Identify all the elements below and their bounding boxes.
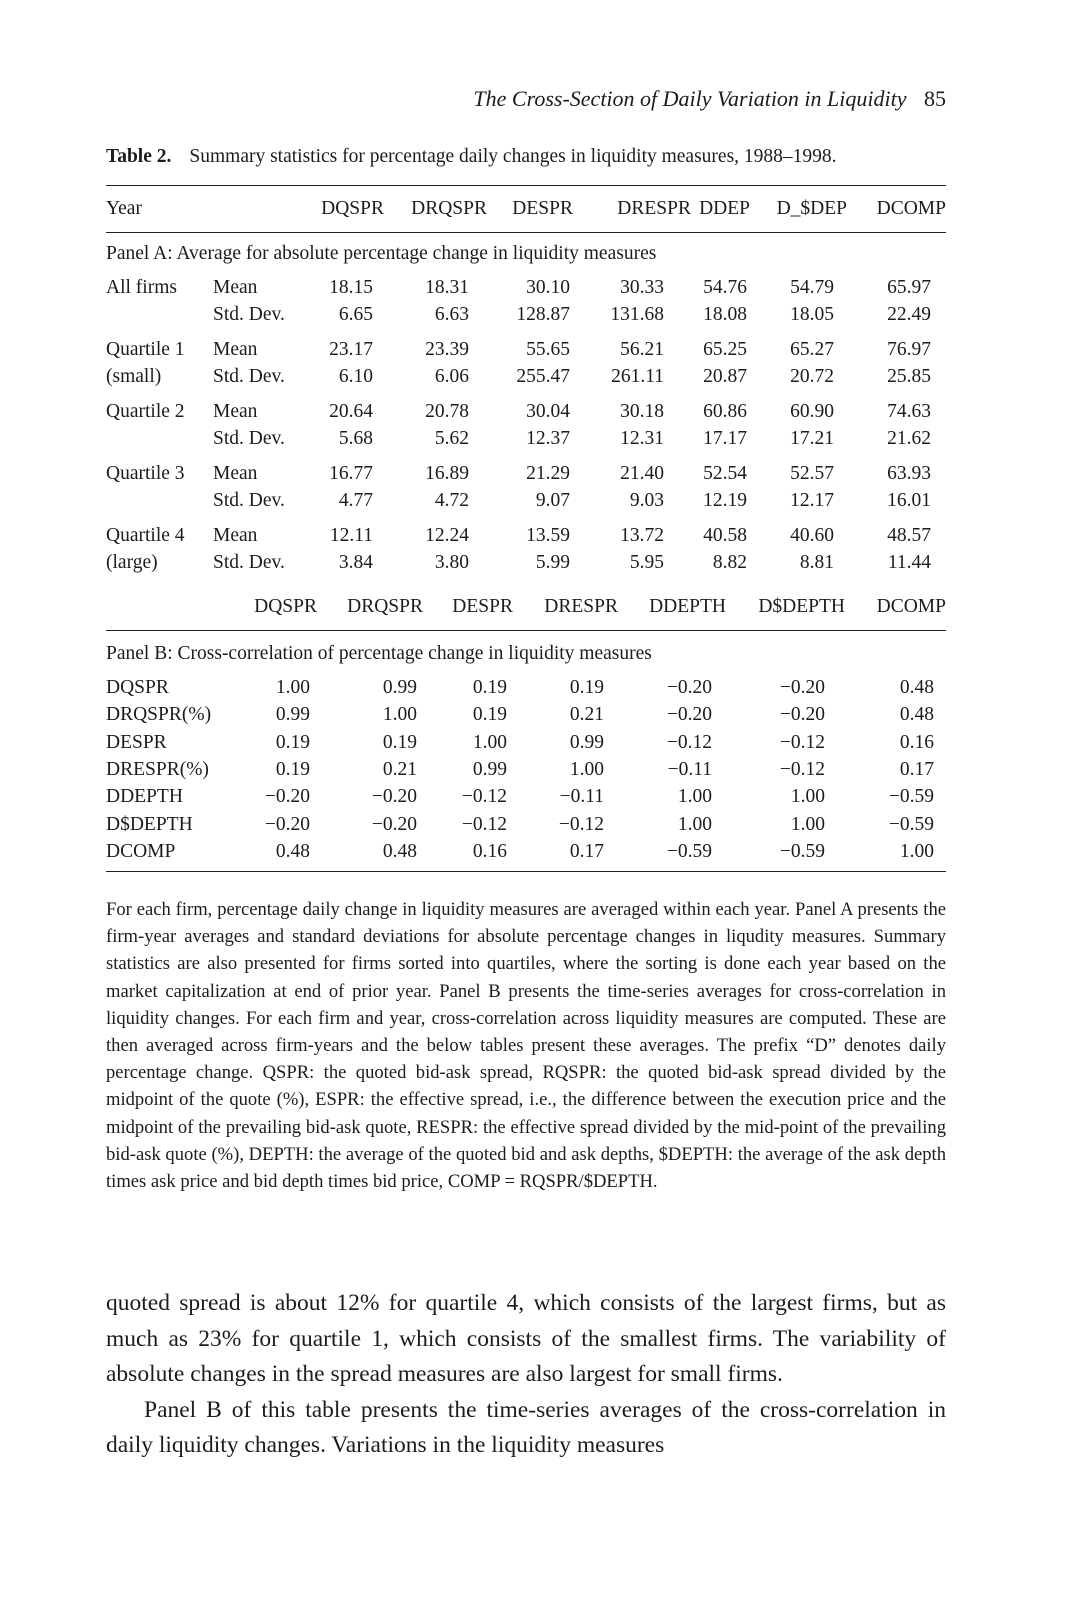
panel-a-col-header: DQSPR <box>321 198 384 219</box>
table-cell: 1.00 <box>569 758 604 780</box>
table-label: Table 2. <box>106 146 172 167</box>
table-cell: −0.12 <box>779 758 825 780</box>
table-cell: 0.16 <box>472 840 507 862</box>
table-cell: 52.54 <box>703 463 747 484</box>
table-cell: 0.17 <box>569 840 604 862</box>
table-cell: 16.77 <box>329 463 373 484</box>
table-cell: 60.90 <box>790 401 834 422</box>
table-row <box>106 729 946 757</box>
table-cell: 20.78 <box>425 401 469 422</box>
table-cell: −0.12 <box>558 813 604 835</box>
table-cell: 18.31 <box>425 277 469 298</box>
table-cell: 1.00 <box>677 786 712 808</box>
table-cell: 8.82 <box>712 552 747 573</box>
table-row <box>106 783 946 811</box>
row-stat-label: Std. Dev. <box>213 552 285 573</box>
table-caption <box>106 146 946 168</box>
table-row <box>106 487 946 515</box>
table-cell: 6.63 <box>434 304 469 325</box>
table-cell: 65.97 <box>887 277 931 298</box>
table-cell: 12.31 <box>620 428 664 449</box>
table-cell: 6.65 <box>338 304 373 325</box>
table-cell: 128.87 <box>516 304 570 325</box>
table-row <box>106 301 946 329</box>
table-cell: 30.18 <box>620 401 664 422</box>
table-cell: 52.57 <box>790 463 834 484</box>
table-cell: 17.21 <box>790 428 834 449</box>
table-cell: −0.20 <box>779 677 825 698</box>
row-stat-label: Mean <box>213 339 258 360</box>
table-cell: 0.99 <box>472 758 507 780</box>
table-cell: 131.68 <box>610 304 664 325</box>
table-cell: 18.15 <box>329 277 373 298</box>
row-stat-label: Mean <box>213 277 258 298</box>
row-group-label: (large) <box>106 552 158 573</box>
table-cell: −0.59 <box>888 786 934 808</box>
panel-b-col-header: DRESPR <box>544 596 618 617</box>
table-cell: −0.12 <box>666 731 712 753</box>
table-cell: 0.21 <box>382 758 417 780</box>
table-cell: 0.17 <box>899 758 934 780</box>
table-cell: −0.59 <box>888 813 934 835</box>
row-group-label: Quartile 3 <box>106 463 185 484</box>
table-cell: 12.37 <box>526 428 570 449</box>
table-cell: 0.21 <box>569 704 604 726</box>
body-paragraph: quoted spread is about 12% for quartile 4, which consists of the largest firms, but as much as 23% for quartile 1, which consists of the smallest firms. The variability of absolute changes in the spread measures are also largest for small firms. <box>106 1290 946 1387</box>
table-cell: 1.00 <box>790 786 825 808</box>
panel-a-col-header: DRESPR <box>617 198 691 219</box>
table-cell: 18.05 <box>790 304 834 325</box>
table-cell: −0.20 <box>371 813 417 835</box>
table-cell: 5.68 <box>338 428 373 449</box>
table-cell: 0.48 <box>899 677 934 698</box>
table-cell: 16.01 <box>887 490 931 511</box>
row-label: DRESPR(%) <box>106 758 209 780</box>
table-row <box>106 363 946 391</box>
table-cell: 17.17 <box>703 428 747 449</box>
panel-b-col-header: DDEPTH <box>649 596 726 617</box>
row-group-label: Quartile 4 <box>106 525 185 546</box>
table-cell: 1.00 <box>472 731 507 753</box>
table-row <box>106 398 946 426</box>
table-cell: 261.11 <box>611 366 664 387</box>
row-stat-label: Std. Dev. <box>213 366 285 387</box>
table-cell: 21.62 <box>887 428 931 449</box>
panel-a-col-header: DCOMP <box>876 198 946 219</box>
table-cell: 63.93 <box>887 463 931 484</box>
table-cell: 11.44 <box>887 552 931 573</box>
table-cell: −0.20 <box>666 677 712 698</box>
table-cell: 12.17 <box>790 490 834 511</box>
panel-b-title: Panel B: Cross-correlation of percentage change in liquidity measures <box>106 643 652 664</box>
table-row <box>106 674 946 702</box>
panel-a-col-header: DDEP <box>699 198 750 219</box>
table-cell: 3.80 <box>434 552 469 573</box>
body-paragraph: Panel B of this table presents the time-series averages of the cross-correlation in daily liquidity changes. Variations in the liquidity measures <box>106 1396 946 1458</box>
table-cell: 22.49 <box>887 304 931 325</box>
table-top-rule <box>106 185 946 186</box>
table-cell: 16.89 <box>425 463 469 484</box>
table-cell: 0.19 <box>275 731 310 753</box>
table-cell: 12.24 <box>425 525 469 546</box>
table-cell: −0.20 <box>264 786 310 808</box>
table-cell: 5.95 <box>629 552 664 573</box>
panel-a-col-header: D_$DEP <box>776 198 847 219</box>
row-label: DESPR <box>106 731 167 753</box>
table-row <box>106 756 946 784</box>
table-cell: 20.87 <box>703 366 747 387</box>
table-cell: 76.97 <box>887 339 931 360</box>
table-row <box>106 460 946 488</box>
table-cell: 21.40 <box>620 463 664 484</box>
table-cell: 0.99 <box>275 704 310 726</box>
panel-b-col-header: DQSPR <box>254 596 317 617</box>
table-cell: 55.65 <box>526 339 570 360</box>
table-cell: 30.33 <box>620 277 664 298</box>
table-cell: 0.19 <box>382 731 417 753</box>
table-row <box>106 838 946 866</box>
table-cell: 0.19 <box>569 677 604 698</box>
table-cell: 18.08 <box>703 304 747 325</box>
row-group-label: Quartile 1 <box>106 339 185 360</box>
row-group-label: Quartile 2 <box>106 401 185 422</box>
table-cell: 30.10 <box>526 277 570 298</box>
row-stat-label: Std. Dev. <box>213 490 285 511</box>
row-group-label: All firms <box>106 277 177 298</box>
table-cell: 0.19 <box>472 704 507 726</box>
table-cell: 4.77 <box>338 490 373 511</box>
table-cell: 30.04 <box>526 401 570 422</box>
panel-b-col-header: DRQSPR <box>347 596 423 617</box>
row-stat-label: Std. Dev. <box>213 304 285 325</box>
table-cell: 0.99 <box>382 677 417 698</box>
table-cell: 0.48 <box>382 840 417 862</box>
table-cell: −0.20 <box>779 704 825 726</box>
year-header: Year <box>106 198 142 219</box>
table-cell: 9.03 <box>629 490 664 511</box>
table-cell: 21.29 <box>526 463 570 484</box>
table-cell: 4.72 <box>434 490 469 511</box>
table-cell: 60.86 <box>703 401 747 422</box>
table-cell: 13.72 <box>620 525 664 546</box>
table-cell: 1.00 <box>382 704 417 726</box>
panel-b-col-header: DESPR <box>452 596 513 617</box>
table-cell: 5.62 <box>434 428 469 449</box>
row-stat-label: Mean <box>213 525 258 546</box>
panel-a-col-header: DRQSPR <box>411 198 487 219</box>
row-stat-label: Mean <box>213 401 258 422</box>
running-head <box>106 86 946 112</box>
table-cell: 255.47 <box>516 366 570 387</box>
row-stat-label: Std. Dev. <box>213 428 285 449</box>
table-cell: −0.12 <box>779 731 825 753</box>
table-cell: 1.00 <box>275 677 310 698</box>
panel-a-title: Panel A: Average for absolute percentage change in liquidity measures <box>106 243 657 264</box>
table-cell: 25.85 <box>887 366 931 387</box>
table-cell: −0.59 <box>779 840 825 862</box>
table-cell: 0.48 <box>899 704 934 726</box>
table-row <box>106 811 946 839</box>
panel-a-header-rule <box>106 232 946 233</box>
table-row <box>106 336 946 364</box>
table-cell: −0.20 <box>371 786 417 808</box>
table-cell: 23.17 <box>329 339 373 360</box>
table-cell: 1.00 <box>899 840 934 862</box>
panel-a-header-row <box>106 195 946 223</box>
table-cell: 0.19 <box>472 677 507 698</box>
panel-b-header-row <box>106 593 946 621</box>
page-number: 85 <box>924 86 946 111</box>
panel-b-col-header: D$DEPTH <box>758 596 845 617</box>
row-stat-label: Mean <box>213 463 258 484</box>
row-label: DQSPR <box>106 677 169 698</box>
table-row <box>106 522 946 550</box>
table-cell: 20.64 <box>329 401 373 422</box>
table-bottom-rule <box>106 871 946 872</box>
row-label: DDEPTH <box>106 786 183 808</box>
row-label: DRQSPR(%) <box>106 704 212 726</box>
table-cell: 54.76 <box>703 277 747 298</box>
table-cell: 8.81 <box>799 552 834 573</box>
table-cell: 54.79 <box>790 277 834 298</box>
row-label: DCOMP <box>106 840 176 862</box>
table-cell: −0.20 <box>264 813 310 835</box>
table-note: For each firm, percentage daily change in liquidity measures are averaged within each year. Panel A presents the firm-year averages and standard deviations for absolute percentage changes in liqudity measures. Summary statistics are also presented for firms sorted into quartiles, where the sorting is done each year based on the market capitalization at end of prior year. Panel B presents the time-series averages for cross-correlation in liquidity changes. For each firm and year, cross-correlation across liquidity measures are computed. These are then averaged across firm-years and the below tables present these averages. The prefix “D” denotes daily percentage change. QSPR: the quoted bid-ask spread, RQSPR: the quoted bid-ask spread divided by the midpoint of the quote (%), ESPR: the effective spread, i.e., the difference between the execution price and the midpoint of the prevailing bid-ask quote, RESPR: the effective spread divided by the mid-point of the prevailing bid-ask quote (%), DEPTH: the average of the quoted bid and ask depths, $DEPTH: the average of the ask depth times ask price and bid depth times bid price, COMP = RQSPR/$DEPTH. <box>106 899 946 1193</box>
table-cell: −0.11 <box>559 786 604 808</box>
table-cell: 12.19 <box>703 490 747 511</box>
table-cell: 1.00 <box>790 813 825 835</box>
row-group-label: (small) <box>106 366 162 387</box>
table-cell: 5.99 <box>535 552 570 573</box>
table-cell: 40.60 <box>790 525 834 546</box>
panel-a-col-header: DESPR <box>512 198 573 219</box>
table-row <box>106 425 946 453</box>
table-cell: 0.48 <box>275 840 310 862</box>
table-cell: 6.10 <box>338 366 373 387</box>
table-cell: 12.11 <box>329 525 373 546</box>
table-cell: 65.25 <box>703 339 747 360</box>
table-cell: −0.12 <box>461 813 507 835</box>
table-row <box>106 274 946 302</box>
table-cell: 23.39 <box>425 339 469 360</box>
table-row <box>106 701 946 729</box>
table-cell: 1.00 <box>677 813 712 835</box>
table-cell: 0.16 <box>899 731 934 753</box>
row-label: D$DEPTH <box>106 813 193 835</box>
table-cell: 20.72 <box>790 366 834 387</box>
table-cell: 0.19 <box>275 758 310 780</box>
table-cell: 3.84 <box>338 552 373 573</box>
table-cell: −0.11 <box>667 758 712 780</box>
table-cell: −0.59 <box>666 840 712 862</box>
table-cell: 65.27 <box>790 339 834 360</box>
table-cell: −0.20 <box>666 704 712 726</box>
table-cell: 56.21 <box>620 339 664 360</box>
table-cell: 74.63 <box>887 401 931 422</box>
table-cell: −0.12 <box>461 786 507 808</box>
panel-b-header-rule <box>106 630 946 631</box>
table-cell: 40.58 <box>703 525 747 546</box>
table-caption-text: Summary statistics for percentage daily changes in liquidity measures, 1988–1998. <box>189 146 837 167</box>
panel-b-col-header: DCOMP <box>876 596 946 617</box>
table-cell: 48.57 <box>887 525 931 546</box>
table-row <box>106 549 946 577</box>
table-cell: 9.07 <box>535 490 570 511</box>
table-cell: 13.59 <box>526 525 570 546</box>
table-cell: 0.99 <box>569 731 604 753</box>
body-text <box>106 1286 946 1464</box>
table-cell: 6.06 <box>434 366 469 387</box>
running-head-title: The Cross-Section of Daily Variation in Liquidity <box>473 86 907 111</box>
